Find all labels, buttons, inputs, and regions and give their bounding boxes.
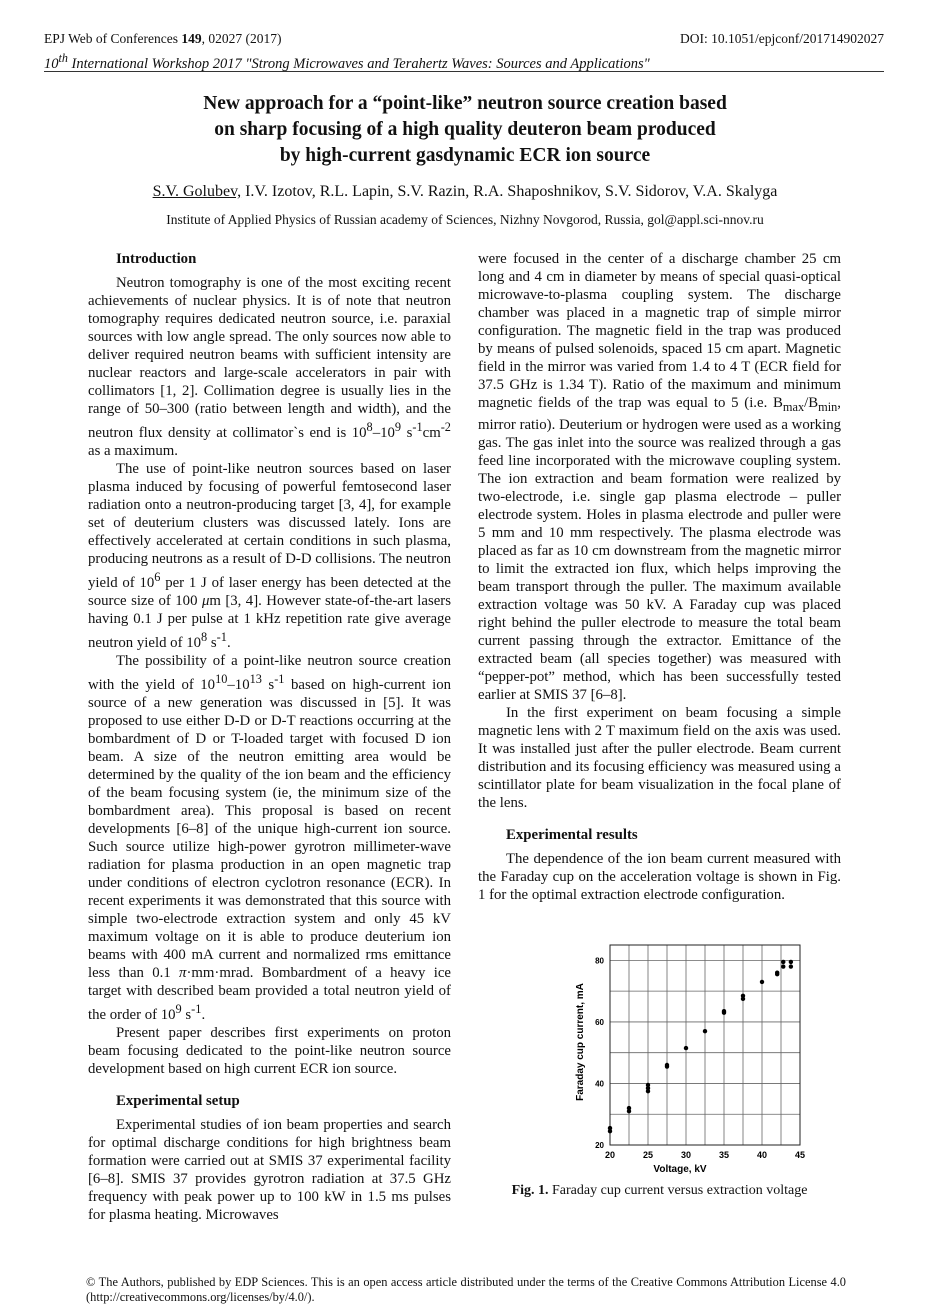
data-point	[775, 970, 779, 974]
doi: DOI: 10.1051/epjconf/201714902027	[680, 31, 884, 46]
workshop-line: 10th International Workshop 2017 "Strong Microwaves and Terahertz Waves: Sources and Applications"	[44, 51, 650, 72]
data-point	[781, 964, 785, 968]
data-point	[781, 960, 785, 964]
section-heading-setup: Experimental setup	[116, 1092, 240, 1109]
right-column	[478, 250, 841, 904]
x-tick-label: 25	[642, 1150, 653, 1160]
chart-points	[607, 960, 792, 1134]
data-point	[683, 1046, 687, 1050]
x-tick-label: 40	[756, 1150, 767, 1160]
scatter-chart	[515, 930, 805, 1180]
setup-paragraph-1: Experimental studies of ion beam properties and search for optimal discharge conditions for high brightness beam formation were carried out at SMIS 37 experimental facility [6–8]. SMIS 37 provides gyrotron radiation at 37.5 GHz frequency with peak power up to 100 kW in 1.5 ms pulses for plasma heating. Microwaves	[88, 1116, 451, 1223]
chart-grid	[610, 945, 800, 1145]
intro-paragraph-2: The use of point-like neutron sources based on laser plasma induced by focusing of powerful femtosecond laser radiation onto a neutron-producing target [3, 4], for example set of deuterium clusters was discussed lately. Ions are effectively accelerated at certain conditions in such plasma, producing neutrons as a result of D-D collisions. The neutron yield of $10^6$ per 1 J of laser energy has been detected at the source size of 100 μm [3, 4]. However state-of-the-art lasers having 0.1 J per pulse at 1 kHz repetition rate give average neutron yield of $10^8$ $s^{-1}$.	[88, 460, 452, 651]
section-heading-results: Experimental results	[506, 826, 638, 843]
corresponding-author: S.V. Golubev,	[152, 183, 242, 200]
data-point	[645, 1083, 649, 1087]
y-tick-label: 40	[594, 1079, 604, 1089]
data-point	[607, 1126, 611, 1130]
setup-paragraph-3: In the first experiment on beam focusing a simple magnetic lens with 2 T maximum field on the axis was used. It was installed just after the puller electrode. Beam current distribution and its focusing efficiency was measured using a scintillator plate for beam visualization in the focal plane of the lens.	[478, 704, 841, 811]
data-point	[788, 960, 792, 964]
license-footer: © The Authors, published by EDP Sciences. This is an open access article distributed under the terms of the Creative Commons Attribution License 4.0 (http://creativecommons.org/licenses/by/4.0/).	[86, 1275, 846, 1304]
header-rule	[44, 71, 884, 72]
results-paragraph-1: The dependence of the ion beam current measured with the Faraday cup on the acceleration voltage is shown in Fig. 1 for the optimal extraction electrode configuration.	[478, 850, 841, 903]
data-point	[721, 1009, 725, 1013]
intro-paragraph-1: Neutron tomography is one of the most exciting recent achievements of nuclear physics. It is of note that neutron tomography requires dedicated neutron source, i.e. paraxial sources with low angle spread. The only sources now able to deliver required neutron beams with sufficient intensity are nuclear reactors and large-scale accelerators in pair with collimators [1, 2]. Collimation degree is usually lies in the range of 50–300 (ratio between length and width), and the neutron flux density at collimator`s end is $10^8-10^9$ $s^{-1}cm^{-2}$ as a maximum.	[88, 275, 451, 459]
data-point	[626, 1106, 630, 1110]
intro-paragraph-4: Present paper describes first experiments on proton beam focusing dedicated to the point-like neutron source development based on high current ECR ion source.	[88, 1024, 451, 1077]
article-number: , 02027 (2017)	[201, 31, 282, 46]
paper-title: New approach for a “point-like” neutron source creation based on sharp focusing of a high quality deuteron beam produced by high-current gasdynamic ECR ion source	[203, 93, 727, 166]
y-tick-label: 80	[594, 956, 604, 966]
running-header	[44, 31, 884, 47]
x-axis-label: Voltage, kV	[652, 1164, 707, 1175]
data-point	[664, 1063, 668, 1067]
x-tick-label: 35	[718, 1150, 729, 1160]
chart-tick-labels	[595, 956, 805, 1160]
y-tick-label: 60	[594, 1017, 604, 1027]
figure-1	[478, 930, 841, 1180]
figure-caption: Fig. 1. Faraday cup current versus extraction voltage	[511, 1183, 808, 1198]
affiliation: Institute of Applied Physics of Russian academy of Sciences, Nizhny Novgorod, Russia, gol@appl.sci-nnov.ru	[166, 212, 764, 227]
x-tick-label: 20	[604, 1150, 615, 1160]
intro-paragraph-3: The possibility of a point-like neutron source creation with the yield of $10^{10}-10^{13}$ $s^{-1}$ based on high-current ion source of a new generation was discussed in [5]. It was proposed to use either D-D or D-T reactions occurring at the bombardment of D or T-loaded target with focused D ion beam. A size of the neutron emitting area would be determined by the quality of the ion beam and the efficiency of the beam focusing system (ie, the minimum size of the bombardment area). This proposal is based on recent developments [6–8] of the unique high-current ion source. Such source utilize high-power gyrotron millimeter-wave radiation for plasma production in an open magnetic trap under conditions of electron cyclotron resonance (ECR). In recent experiments it was demonstrated that this source with simple two-electrode extraction system and only 45 kV maximum voltage on it is able to produce deuterium ion beams with 400 mA current and normalized rms emittance less than 0.1 π·mm·mrad. Bombardment of a heavy ice target with described beam provided a total neutron yield of the order of $10^9$ $s^{-1}$.	[88, 652, 451, 1023]
x-tick-label: 45	[794, 1150, 805, 1160]
author-list: S.V. Golubev, I.V. Izotov, R.L. Lapin, S.V. Razin, R.A. Shaposhnikov, S.V. Sidorov, V.A. Skalyga	[152, 183, 778, 200]
data-point	[759, 980, 763, 984]
x-tick-label: 30	[680, 1150, 691, 1160]
data-point	[740, 994, 744, 998]
y-axis-label: Faraday cup current, mA	[574, 983, 586, 1101]
y-tick-label: 20	[594, 1141, 604, 1150]
data-point	[702, 1029, 706, 1033]
setup-paragraph-2: were focused in the center of a discharge chamber 25 cm long and 4 cm in diameter by means of special quasi-optical microwave-to-plasma coupling system. The discharge chamber was placed in a magnetic trap of simple mirror configuration. The magnetic field in the trap was produced by means of pulsed solenoids, spaced 15 cm apart. Magnetic field in the mirror was varied from 1.4 to 4 T (ECR field for 37.5 GHz is 1.34 T). Ratio of the maximum and minimum magnetic fields of the trap was equal to 5 (i.e. $B_{max}/B_{min}$, mirror ratio). Deuterium or hydrogen were used as a working gas. The gas inlet into the source was realized through a gas feed line incorporated with the microwave coupling system. The ion extraction and beam formation were realized by two-electrode, i.e. single gap plasma electrode – puller electrode system. Holes in plasma electrode and puller were 5 mm and 10 mm respectively. The plasma electrode was placed as far as 10 cm downstream from the magnetic mirror to limit the extracted ion flux, which helps improving the beam transport through the puller. The maximum available extraction voltage was 50 kV. A Faraday cup was placed right behind the puller electrode to measure the total beam current passing through the extractor. Emittance of the extracted beam (all species together) was measured with “pepper-pot” method, which has been successfully tested earlier at SMIS 37 [6–8].	[478, 251, 841, 703]
data-point	[788, 964, 792, 968]
journal-volume: 149	[181, 31, 202, 46]
left-column	[88, 250, 451, 1224]
section-heading-introduction: Introduction	[116, 251, 197, 267]
journal-name: EPJ Web of Conferences	[44, 31, 179, 46]
